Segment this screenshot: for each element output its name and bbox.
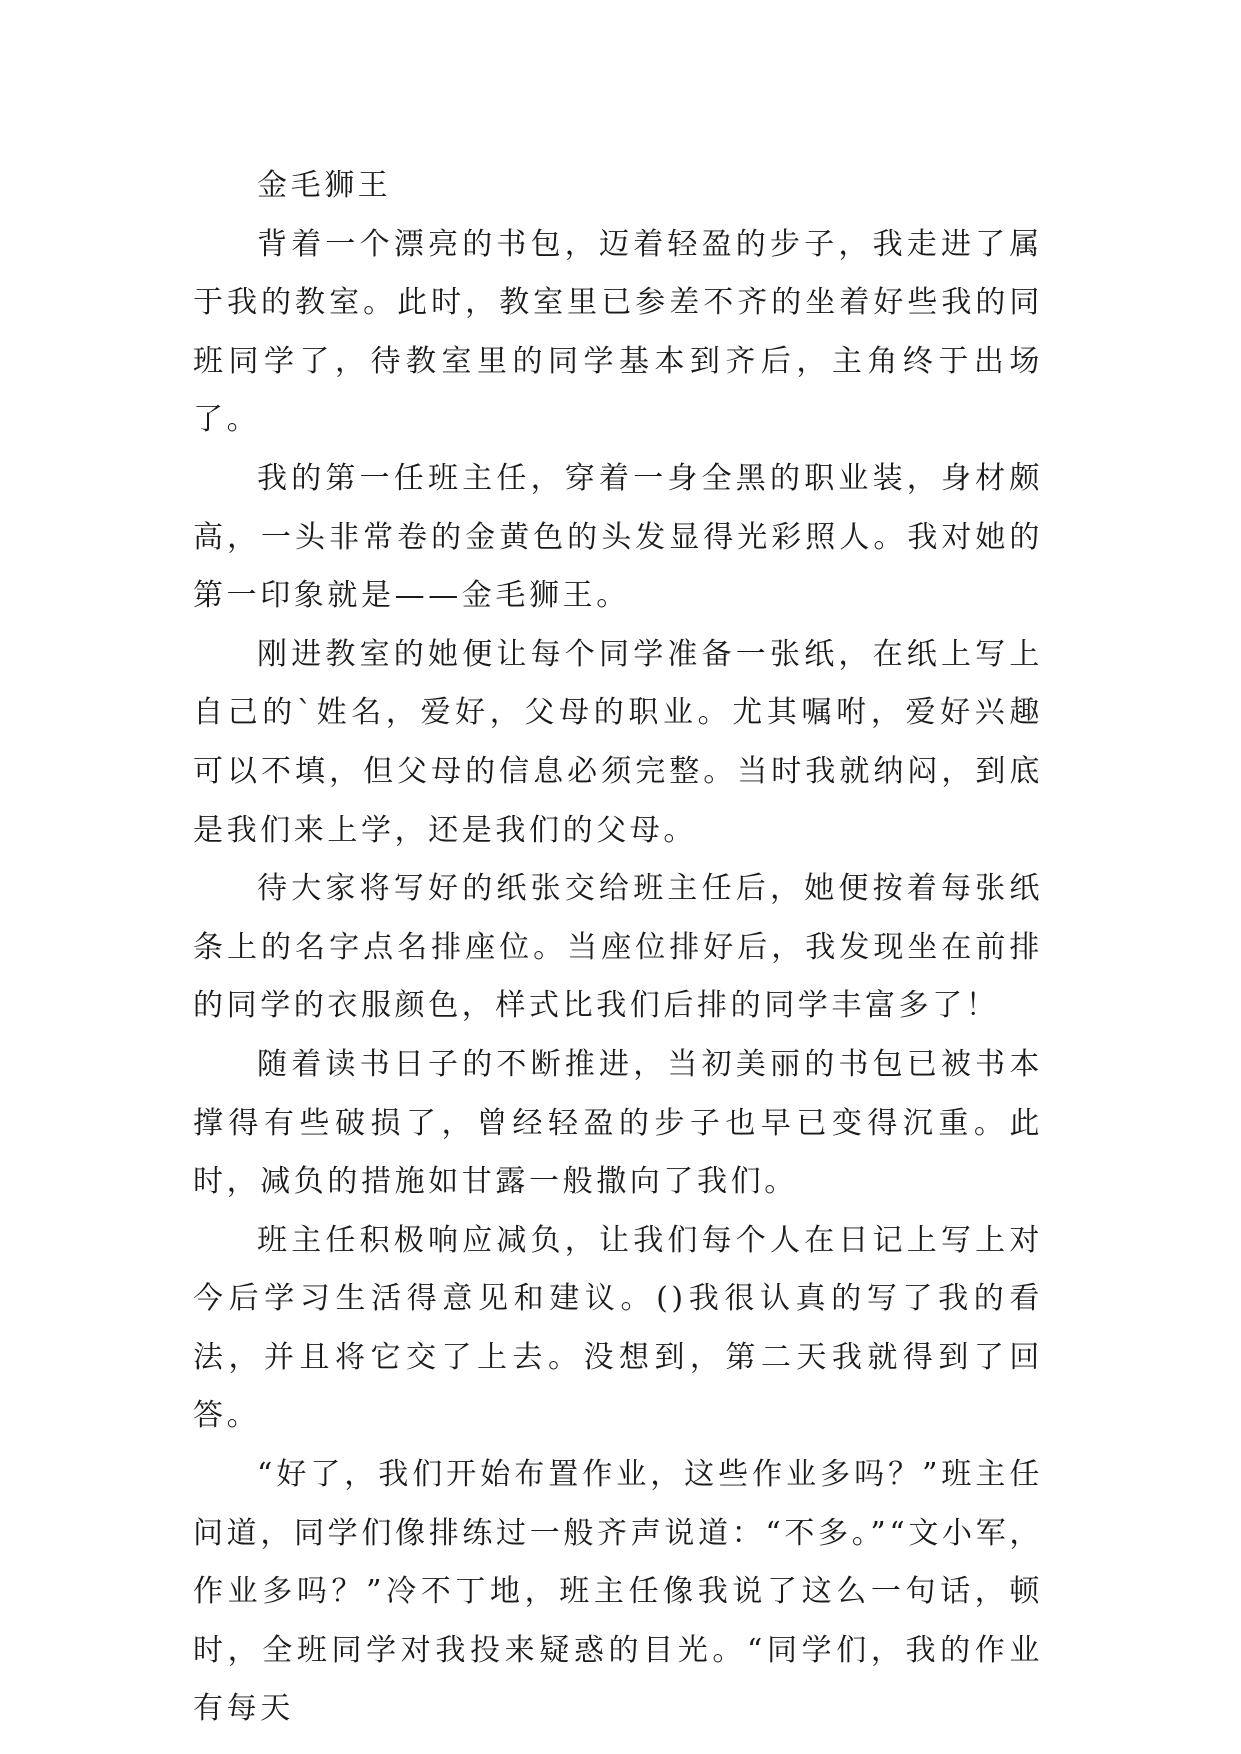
paragraph: “好了，我们开始布置作业，这些作业多吗？”班主任问道，同学们像排练过一般齐声说道：“不多。”“文小军，作业多吗？”冷不丁地，班主任像我说了这么一句话，顿时，全班同学对我投来疑惑的目光。“同学们，我的作业有每天	[193, 1457, 1043, 1727]
paragraph: 背着一个漂亮的书包，迈着轻盈的步子，我走进了属于我的教室。此时，教室里已参差不齐的坐着好些我的同班同学了，待教室里的同学基本到齐后，主角终于出场了。	[193, 226, 1043, 438]
paragraph: 我的第一任班主任，穿着一身全黑的职业装，身材颇高，一头非常卷的金黄色的头发显得光彩照人。我对她的第一印象就是——金毛狮王。	[193, 460, 1043, 614]
paragraph: 班主任积极响应减负，让我们每个人在日记上写上对今后学习生活得意见和建议。()我很认真的写了我的看法，并且将它交了上去。没想到，第二天我就得到了回答。	[193, 1222, 1043, 1434]
document-body	[193, 157, 1043, 1739]
paragraph: 刚进教室的她便让每个同学准备一张纸，在纸上写上自己的`姓名，爱好，父母的职业。尤其嘱咐，爱好兴趣可以不填，但父母的信息必须完整。当时我就纳闷，到底是我们来上学，还是我们的父母。	[193, 636, 1043, 848]
document-title: 金毛狮王	[257, 168, 392, 203]
paragraph: 待大家将写好的纸张交给班主任后，她便按着每张纸条上的名字点名排座位。当座位排好后，我发现坐在前排的同学的衣服颜色，样式比我们后排的同学丰富多了！	[193, 871, 1043, 1024]
paragraph: 随着读书日子的不断推进，当初美丽的书包已被书本撑得有些破损了，曾经轻盈的步子也早已变得沉重。此时，减负的措施如甘露一般撒向了我们。	[193, 1046, 1043, 1200]
